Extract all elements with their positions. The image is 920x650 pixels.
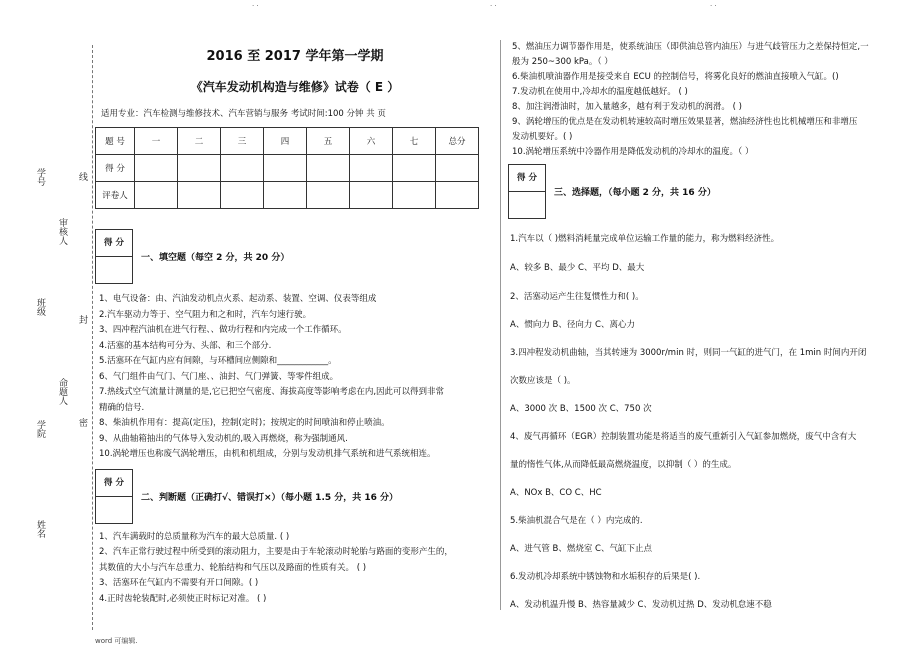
score-cell bbox=[264, 155, 307, 182]
margin-college: 学院 bbox=[35, 420, 45, 438]
section2-header bbox=[95, 469, 495, 524]
score-cell bbox=[221, 155, 264, 182]
margin-reviewer: 审核人 bbox=[57, 218, 67, 245]
score-cell bbox=[436, 182, 479, 209]
choice-question: 量的惰性气体,从而降低最高燃烧温度，以抑制（ ）的生成。 bbox=[510, 460, 737, 470]
judge-question: 3、活塞环在气缸内不需要有开口间隙。( ) bbox=[99, 578, 259, 588]
choice-options: A、3000 次 B、1500 次 C、750 次 bbox=[510, 404, 652, 414]
score-cell: 五 bbox=[307, 128, 350, 155]
judge-question: 8、加注润滑油时，加入量越多，越有利于发动机的润滑。 ( ) bbox=[512, 102, 742, 112]
grader-box bbox=[95, 469, 133, 524]
choice-options: A、惯向力 B、径向力 C、离心力 bbox=[510, 320, 635, 330]
score-cell: 总分 bbox=[436, 128, 479, 155]
score-cell bbox=[135, 182, 178, 209]
fill-question: 10.涡轮增压也称废气涡轮增压，由机和机组成，分别与发动机排气系统和进气系统相连。 bbox=[99, 449, 436, 459]
section3-title: 三、选择题，（每小题 2 分，共 16 分） bbox=[554, 188, 716, 198]
section1-title: 一、填空题（每空 2 分，共 20 分） bbox=[141, 253, 290, 263]
choice-options: A、发动机温升慢 B、热容量减少 C、发动机过热 D、发动机怠速不稳 bbox=[510, 600, 772, 610]
score-table-grader-row bbox=[96, 182, 479, 209]
choice-options: A、较多 B、最少 C、平均 D、最大 bbox=[510, 263, 645, 273]
judge-question: 6.柴油机喷油器作用是接受来自 ECU 的控制信号，将雾化良好的燃油直接喷入气缸。() bbox=[512, 72, 839, 82]
score-cell: 评卷人 bbox=[96, 182, 135, 209]
grader-score-label: 得 分 bbox=[517, 173, 537, 183]
exam-info: 适用专业：汽车检测与维修技术、汽车营销与服务 考试时间:100 分钟 共 页 bbox=[101, 109, 386, 119]
score-cell: 六 bbox=[350, 128, 393, 155]
choice-question: 5.柴油机混合气是在（ ）内完成的. bbox=[510, 516, 643, 526]
binding-line bbox=[92, 45, 94, 630]
choice-question: 6.发动机冷却系统中锈蚀物和水垢积存的后果是( ). bbox=[510, 572, 701, 582]
grader-score-blank bbox=[96, 256, 132, 283]
grader-score-label: 得 分 bbox=[104, 477, 124, 488]
footer-note: word 可编辑. bbox=[95, 637, 138, 645]
judge-question: 般为 250~300 kPa。（ ） bbox=[512, 57, 613, 67]
judge-question: 4.正时齿轮装配时,必须使正时标记对准。 ( ) bbox=[99, 593, 267, 604]
grader-box bbox=[508, 164, 546, 219]
score-cell: 一 bbox=[135, 128, 178, 155]
margin-setter: 命题人 bbox=[57, 378, 67, 405]
fill-question: 9、从曲轴箱抽出的气体导入发动机的,吸入再燃烧，称为强制通风. bbox=[99, 433, 348, 444]
section3-header bbox=[508, 164, 918, 219]
grader-score-blank bbox=[96, 496, 132, 523]
grader-score-label: 得 分 bbox=[104, 238, 124, 248]
fill-question: 精确的信号. bbox=[99, 402, 145, 413]
score-cell bbox=[264, 182, 307, 209]
choice-options: A、NOx B、CO C、HC bbox=[510, 488, 602, 498]
exam-title: 2016 至 2017 学年第一学期 bbox=[206, 49, 384, 64]
section2-title: 二、判断题（正确打√、错误打×）（每小题 1.5 分，共 16 分） bbox=[141, 492, 399, 503]
section3-questions bbox=[508, 225, 918, 619]
fill-question: 3、四冲程汽油机在进气行程、、做功行程和内完成一个工作循环。 bbox=[99, 325, 347, 335]
score-cell bbox=[135, 155, 178, 182]
margin-student-id: 学号 bbox=[35, 168, 45, 186]
judge-question: 1、汽车满载时的总质量称为汽车的最大总质量. ( ) bbox=[99, 531, 290, 542]
judge-question: 5、燃油压力调节器作用是，使系统油压（即供油总管内油压）与进气歧管压力之差保持恒定,一 bbox=[512, 42, 869, 52]
score-cell bbox=[393, 155, 436, 182]
score-cell: 题 号 bbox=[96, 128, 135, 155]
choice-question: 1.汽车以（ )燃料消耗量完成单位运输工作量的能力，称为燃料经济性。 bbox=[510, 234, 780, 244]
fill-question: 2.汽车驱动力等于、空气阻力和之和时，汽车匀速行驶。 bbox=[99, 309, 312, 320]
choice-question: 4、废气再循环（EGR）控制装置功能是将适当的废气重新引入气缸参加燃烧，废气中含有大 bbox=[510, 432, 857, 442]
section2-questions bbox=[95, 530, 495, 608]
margin-line-mark: 线 bbox=[77, 172, 87, 181]
fill-question: 4.活塞的基本结构可分为、头部、和三个部分. bbox=[99, 340, 272, 351]
score-cell bbox=[178, 182, 221, 209]
judge-question: 其数值的大小与汽车总重力、轮胎结构和气压以及路面的性质有关。 ( ) bbox=[99, 562, 367, 573]
section1-header bbox=[95, 229, 495, 284]
fill-question: 1、电气设备：由、汽油发动机点火系、起动系、装置、空调、仪表等组成 bbox=[99, 294, 377, 304]
score-cell bbox=[393, 182, 436, 209]
score-cell: 三 bbox=[221, 128, 264, 155]
judge-question: 2、汽车正常行驶过程中所受到的滚动阻力，主要是由于车轮滚动时轮胎与路面的变形产生的， bbox=[99, 547, 453, 557]
choice-question: 次数应该是（ )。 bbox=[510, 376, 576, 386]
margin-class: 班级 bbox=[35, 298, 45, 316]
score-cell bbox=[350, 182, 393, 209]
judge-question: 发动机要好。( ) bbox=[512, 132, 573, 142]
score-table-header-row bbox=[96, 128, 479, 155]
score-cell bbox=[178, 155, 221, 182]
grader-score-blank bbox=[509, 191, 545, 218]
score-cell: 二 bbox=[178, 128, 221, 155]
choice-question: 3.四冲程发动机曲轴，当其转速为 3000r/min 时，则同一气缸的进气门，在 1min 时间内开闭 bbox=[510, 348, 867, 358]
score-cell: 七 bbox=[393, 128, 436, 155]
fill-question: 7.热线式空气流量计测量的是,它已把空气密度、海拔高度等影响考虑在内,因此可以得到非常 bbox=[99, 387, 445, 397]
judge-question: 7.发动机在使用中,冷却水的温度越低越好。 ( ) bbox=[512, 87, 688, 97]
fill-question: 8、柴油机作用有：提高(定压)，控制(定时)；按规定的时间喷油和停止喷油。 bbox=[99, 418, 390, 428]
score-cell bbox=[436, 155, 479, 182]
judge-continued bbox=[508, 40, 918, 160]
score-cell bbox=[307, 155, 350, 182]
judge-question: 10.涡轮增压系统中冷器作用是降低发动机的冷却水的温度。（ ） bbox=[512, 147, 754, 157]
right-column bbox=[508, 40, 918, 619]
left-column bbox=[95, 40, 495, 607]
score-cell bbox=[350, 155, 393, 182]
margin-secret-mark: 密 bbox=[77, 418, 87, 427]
fill-question: 5.活塞环在气缸内应有间隙，与环槽间应侧隙和____________。 bbox=[99, 356, 337, 366]
margin-seal-mark: 封 bbox=[77, 315, 87, 324]
section1-questions bbox=[95, 292, 495, 463]
score-table bbox=[95, 127, 479, 209]
fill-question: 6、气门组件由气门、气门座、、油封、气门弹簧、等零件组成。 bbox=[99, 371, 339, 382]
score-table-score-row bbox=[96, 155, 479, 182]
column-divider bbox=[500, 40, 501, 610]
top-dots-3: · · bbox=[710, 2, 717, 10]
choice-options: A、进气管 B、燃烧室 C、气缸下止点 bbox=[510, 544, 652, 554]
score-cell: 四 bbox=[264, 128, 307, 155]
exam-subtitle: 《汽车发动机构造与维修》试卷（ E ） bbox=[190, 80, 400, 94]
score-cell: 得 分 bbox=[96, 155, 135, 182]
margin-name: 姓名 bbox=[35, 520, 45, 538]
score-cell bbox=[221, 182, 264, 209]
grader-box bbox=[95, 229, 133, 284]
score-cell bbox=[307, 182, 350, 209]
top-dots-2: · · bbox=[490, 2, 497, 10]
top-dots-1: · · bbox=[252, 2, 259, 10]
judge-question: 9、涡轮增压的优点是在发动机转速较高时增压效果显著，燃油经济性也比机械增压和非增压 bbox=[512, 117, 858, 127]
choice-question: 2、活塞动运产生往复惯性力和( )。 bbox=[510, 292, 644, 302]
